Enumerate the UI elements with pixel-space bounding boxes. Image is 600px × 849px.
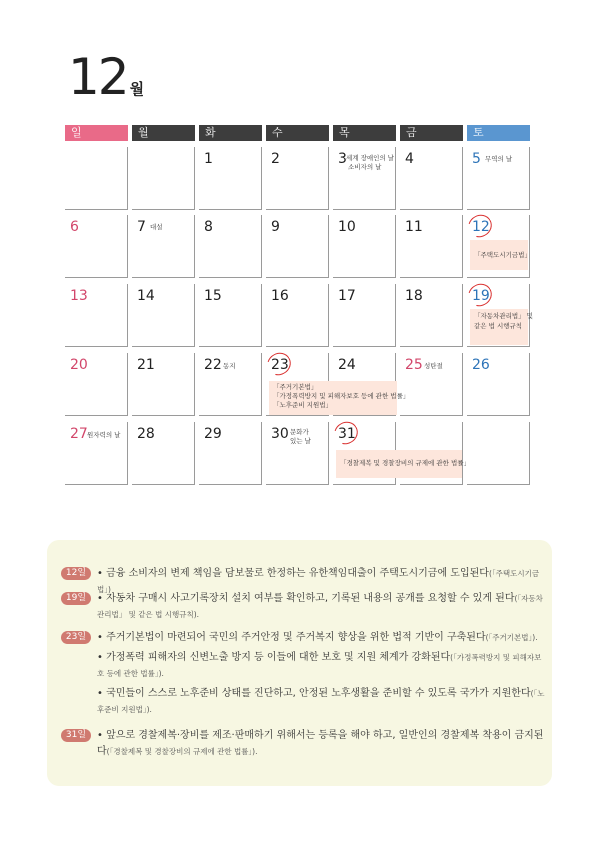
date-badge: 19일 bbox=[61, 592, 91, 605]
month-number: 12 bbox=[68, 48, 128, 106]
day-cell[interactable] bbox=[266, 147, 329, 210]
day-number: 4 bbox=[405, 151, 414, 167]
day-cell[interactable] bbox=[333, 147, 396, 210]
day-cell[interactable] bbox=[199, 215, 262, 278]
day-number: 12 bbox=[472, 219, 490, 235]
event-note bbox=[336, 450, 471, 478]
weekday-fri: 금 bbox=[400, 125, 463, 141]
day-cell[interactable] bbox=[400, 215, 463, 278]
day-number: 22 bbox=[204, 357, 222, 373]
day-number: 29 bbox=[204, 426, 222, 442]
day-label: 세계 장애인의 날 bbox=[346, 154, 395, 162]
weekday-wed: 수 bbox=[266, 125, 329, 141]
summary-source: (「자동차관리법」 및 같은 법 시행규칙). bbox=[97, 594, 543, 619]
day-cell[interactable] bbox=[333, 215, 396, 278]
day-number: 28 bbox=[137, 426, 155, 442]
day-cell[interactable] bbox=[132, 422, 195, 485]
summary-sentence: • 국민들이 스스로 노후준비 상태를 진단하고, 안정된 노후생활을 준비할 수 있도록 국가가 지원한다 bbox=[97, 688, 531, 699]
day-number: 1 bbox=[204, 151, 213, 167]
day-cell[interactable] bbox=[65, 353, 128, 416]
day-number: 5 bbox=[472, 151, 481, 167]
note-text: 「자동차관리법」 및 bbox=[474, 312, 534, 320]
day-number: 11 bbox=[405, 219, 423, 235]
day-label: 원자력의 날 bbox=[87, 431, 121, 439]
day-number: 23 bbox=[271, 357, 289, 373]
day-cell[interactable] bbox=[266, 422, 329, 485]
summary-source: (「경찰제복 및 경찰장비의 규제에 관한 법률」). bbox=[106, 747, 258, 756]
day-number: 24 bbox=[338, 357, 356, 373]
calendar-week bbox=[65, 284, 535, 347]
calendar-week bbox=[65, 422, 535, 485]
weekday-header bbox=[65, 125, 530, 141]
day-cell[interactable] bbox=[400, 147, 463, 210]
day-cell[interactable] bbox=[199, 284, 262, 347]
summary-source: (「주거기본법」). bbox=[485, 633, 538, 642]
summary-sentence: • 금융 소비자의 변제 책임을 담보물로 한정하는 유한책임대출이 주택도시기금에 도입된다 bbox=[97, 568, 489, 579]
day-cell[interactable] bbox=[132, 215, 195, 278]
calendar-week bbox=[65, 215, 535, 278]
event-note bbox=[269, 381, 410, 415]
date-badge: 31일 bbox=[61, 729, 91, 742]
day-number: 14 bbox=[137, 288, 155, 304]
day-label: 동지 bbox=[223, 362, 236, 370]
summary-source: (「주택도시기금법」) bbox=[97, 569, 540, 594]
day-number: 15 bbox=[204, 288, 222, 304]
date-badge: 12일 bbox=[61, 567, 91, 580]
month-suffix: 월 bbox=[129, 80, 145, 98]
day-cell[interactable] bbox=[467, 353, 530, 416]
day-label: 있는 날 bbox=[290, 437, 311, 445]
day-number: 7 bbox=[137, 219, 146, 235]
calendar-week bbox=[65, 147, 535, 210]
summary-text bbox=[97, 686, 545, 718]
weekday-mon: 월 bbox=[132, 125, 195, 141]
day-cell[interactable] bbox=[400, 353, 463, 416]
day-number: 26 bbox=[472, 357, 490, 373]
day-cell[interactable] bbox=[400, 284, 463, 347]
day-cell[interactable] bbox=[467, 422, 530, 485]
weekday-sun: 일 bbox=[65, 125, 128, 141]
day-number: 25 bbox=[405, 357, 423, 373]
day-label: 성탄절 bbox=[424, 362, 443, 370]
summary-sentence: • 앞으로 경찰제복·장비를 제조·판매하기 위해서는 등록을 해야 하고, 일반인의 경찰제복 착용이 금지된다 bbox=[97, 730, 544, 757]
summary-source: (「노후준비 지원법」). bbox=[97, 689, 545, 714]
day-number: 19 bbox=[472, 288, 490, 304]
day-number: 30 bbox=[271, 426, 289, 442]
day-label: 문화가 bbox=[290, 428, 309, 436]
date-badge: 23일 bbox=[61, 631, 91, 644]
day-cell[interactable] bbox=[199, 147, 262, 210]
weekday-tue: 화 bbox=[199, 125, 262, 141]
day-number: 16 bbox=[271, 288, 289, 304]
day-number: 18 bbox=[405, 288, 423, 304]
day-label: 소비자의 날 bbox=[348, 163, 382, 171]
summary-text bbox=[97, 650, 545, 682]
day-number: 27 bbox=[70, 426, 88, 442]
summary-sentence: • 가정폭력 피해자의 신변노출 방지 등 이들에 대한 보호 및 지원 체계가 강화된다 bbox=[97, 652, 451, 663]
day-cell[interactable] bbox=[467, 147, 530, 210]
summary-sentence: • 주거기본법이 마련되어 국민의 주거안정 및 주거복지 향상을 위한 법적 기반이 구축된다 bbox=[97, 632, 486, 643]
day-number: 10 bbox=[338, 219, 356, 235]
day-cell[interactable] bbox=[132, 353, 195, 416]
day-number: 21 bbox=[137, 357, 155, 373]
day-cell[interactable] bbox=[199, 353, 262, 416]
note-text: 「경찰제복 및 경찰장비의 규제에 관한 법률」 bbox=[340, 459, 471, 467]
day-number: 31 bbox=[338, 426, 356, 442]
note-text: 「가정폭력방지 및 피해자보호 등에 관한 법률」 bbox=[273, 392, 410, 400]
day-number: 17 bbox=[338, 288, 356, 304]
day-number: 3 bbox=[338, 151, 347, 167]
weekday-sat: 토 bbox=[467, 125, 530, 141]
day-cell[interactable] bbox=[65, 422, 128, 485]
weekday-thu: 목 bbox=[333, 125, 396, 141]
event-note bbox=[470, 309, 534, 345]
summary-panel bbox=[47, 540, 552, 786]
day-cell[interactable] bbox=[132, 284, 195, 347]
summary-text bbox=[97, 728, 545, 760]
event-note bbox=[470, 240, 531, 270]
day-cell[interactable] bbox=[65, 147, 128, 210]
day-cell[interactable] bbox=[65, 284, 128, 347]
summary-sentence: • 자동차 구매시 사고기록장치 설치 여부를 확인하고, 기록된 내용의 공개를 요청할 수 있게 된다 bbox=[97, 593, 515, 604]
day-label: 대설 bbox=[150, 223, 163, 231]
summary-source: (「가정폭력방지 및 피해자보호 등에 관한 법률」). bbox=[97, 653, 542, 678]
day-number: 20 bbox=[70, 357, 88, 373]
note-text: 같은 법 시행규칙 bbox=[474, 322, 523, 330]
day-cell[interactable] bbox=[65, 215, 128, 278]
note-text: 「노후준비 지원법」 bbox=[273, 401, 333, 409]
day-cell[interactable] bbox=[132, 147, 195, 210]
day-cell[interactable] bbox=[333, 284, 396, 347]
day-number: 6 bbox=[70, 219, 79, 235]
day-cell[interactable] bbox=[266, 215, 329, 278]
day-number: 8 bbox=[204, 219, 213, 235]
day-number: 9 bbox=[271, 219, 280, 235]
summary-text bbox=[97, 630, 545, 646]
day-cell[interactable] bbox=[266, 284, 329, 347]
day-number: 2 bbox=[271, 151, 280, 167]
summary-text bbox=[97, 591, 545, 623]
day-label: 무역의 날 bbox=[485, 155, 513, 163]
day-cell[interactable] bbox=[199, 422, 262, 485]
day-number: 13 bbox=[70, 288, 88, 304]
note-text: 「주거기본법」 bbox=[273, 383, 318, 391]
month-title bbox=[68, 48, 145, 106]
note-text: 「주택도시기금법」 bbox=[474, 251, 531, 259]
